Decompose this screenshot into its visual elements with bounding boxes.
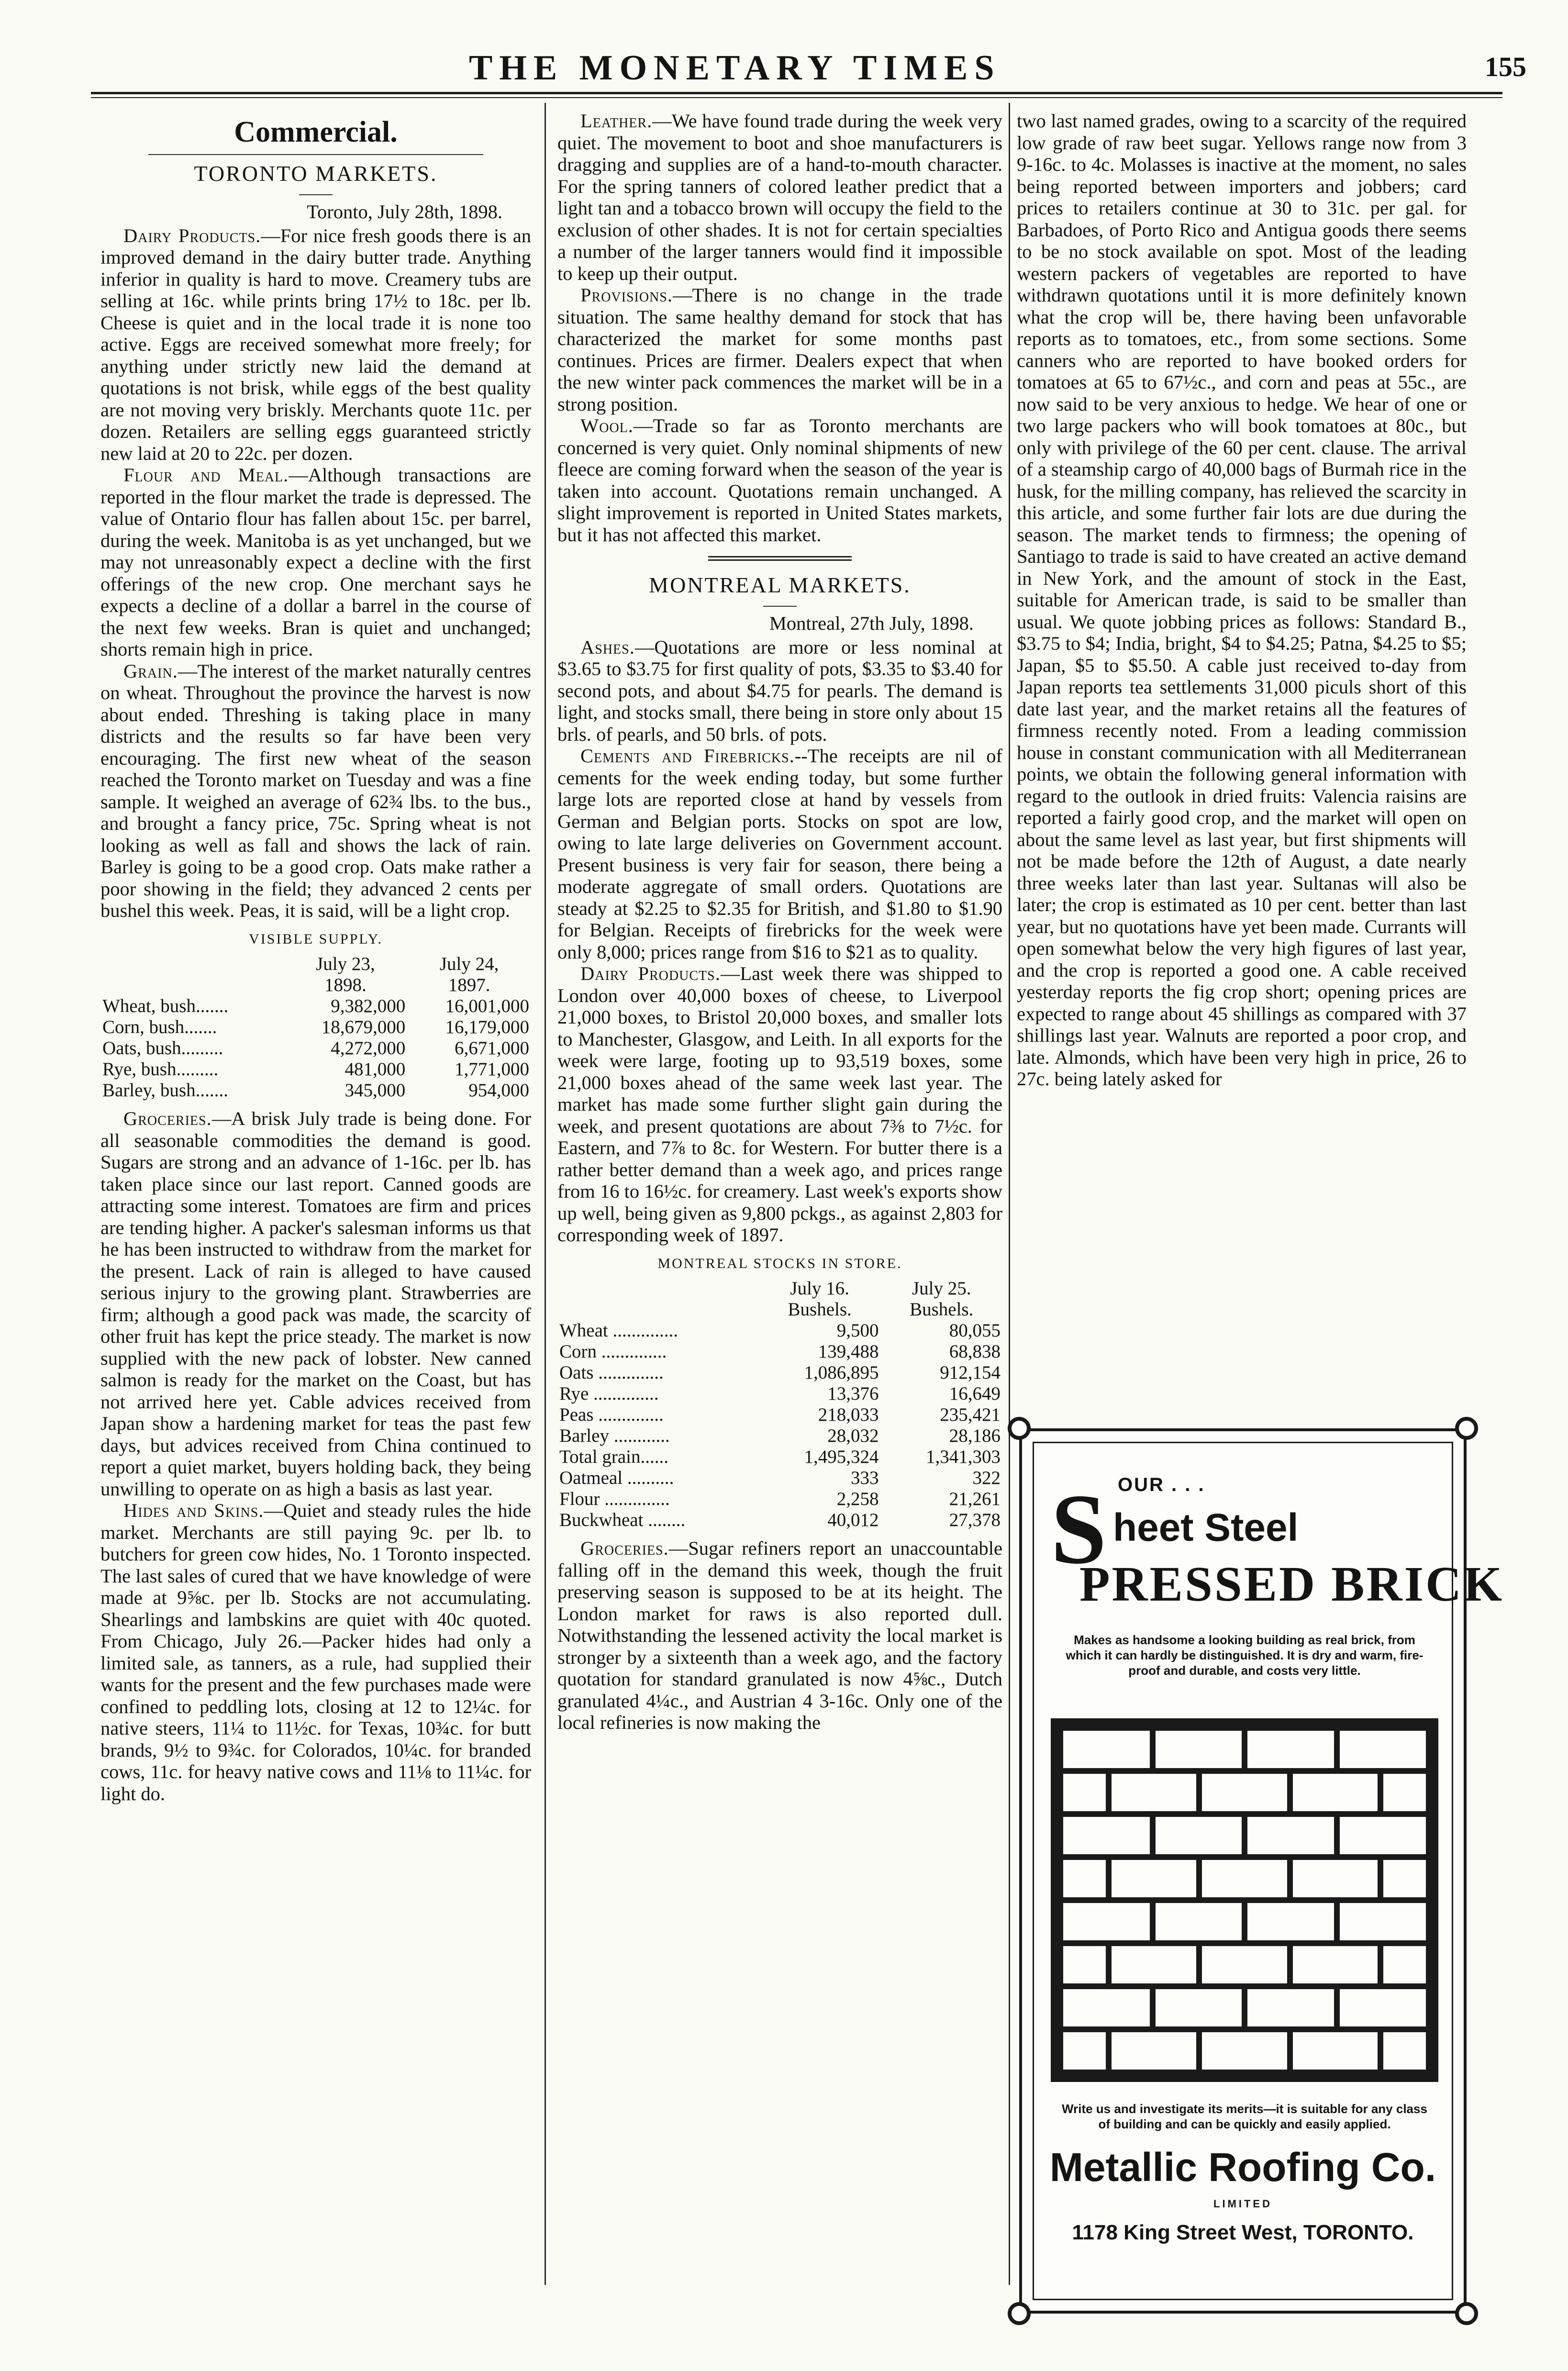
paragraph-body: —Quiet and steady rules the hide market. Merchants are still paying 9c. per lb. to butchers for green cow hides, No. 1 Toronto inspected. The last sales of cured that we have knowledge of were made at 9⅝c. per lb. Stocks are not accumulating. Shearlings and lambskins are quiet with 40c quoted. From Chicago, July 26.—Packer hides had only a limited sale, as tanners, as a rule, had supplied their wants for the present and the few purchases made were confined to peddling lots, closing at 12 to 12¼c. for native steers, 11¼ to 11½c. for Texas, 10¾c. for butt brands, 9½ to 9¾c. for Colorados, 10¼c. for branded cows, 11c. for heavy native cows and 11⅛ to 11¼c. for light do. [100,1500,531,1804]
table-cell: Corn, bush....... [102,1017,217,1037]
table-row [100,1080,531,1101]
table-cell: Rye .............. [559,1383,659,1404]
table-cell: 345,000 [345,1080,406,1101]
header-rule-thin [91,97,1502,98]
paragraph-head: Dairy Products. [580,963,721,984]
table-cell: 28,032 [827,1425,879,1446]
paragraph-head: Ashes. [580,636,635,658]
leather-paragraph [557,110,1002,284]
table-row [100,1038,531,1059]
visible-supply-title: VISIBLE SUPPLY. [249,931,383,947]
table-cell: Flour .............. [559,1489,670,1509]
table-cell: Oats .............. [559,1362,664,1383]
paragraph-body: —Although transactions are reported in the flour market the trade is depressed. The value of Ontario flour has fallen about 15c. per barrel, during the week. Manitoba is as yet unchanged, but we may not unreasonably expect a decline with the first offerings of the new crop. One merchant says he expects a decline of a dollar a barrel in the course of the next few weeks. Bran is quiet and unchanged; shorts remain high in price. [100,464,531,660]
paragraph-head: Groceries. [580,1537,669,1559]
table-cell: 68,838 [949,1341,1001,1362]
table-cell: Barley, bush....... [102,1080,228,1101]
ad-our: OUR . . . [1118,1474,1205,1495]
table-row [100,1059,531,1080]
section-separator [708,556,852,561]
table-cell: 2,258 [836,1489,879,1509]
ad-description: Makes as handsome a looking building as real brick, from which it can hardly be distinguished. It is dry and warm, fire-proof and durable, and costs very little. [1066,1633,1423,1678]
ad-headline-initial: S [1051,1474,1107,1585]
table-cell: 21,261 [949,1489,1001,1509]
table-cell: 4,272,000 [331,1038,406,1058]
dateline-rule [299,194,333,195]
column-2 [557,110,1002,2282]
ad-company-limited: LIMITED [1213,2198,1272,2210]
montreal-dateline: Montreal, 27th July, 1898. [769,612,974,634]
table-cell: 1,495,324 [804,1447,879,1467]
ashes-paragraph [557,636,1002,746]
table-cell: 16,179,000 [445,1017,529,1037]
montreal-stocks-title: MONTREAL STOCKS IN STORE. [657,1255,902,1271]
paragraph-head: Groceries. [123,1108,212,1129]
corner-ornament-icon [1008,2302,1031,2325]
paragraph-head: Provisions. [580,284,673,306]
table-header: July 16. [790,1278,849,1299]
toronto-markets-title: TORONTO MARKETS. [194,161,438,186]
ad-call-to-action: Write us and investigate its merits—it is suitable for any class of building and can be quickly and easily applied. [1062,2102,1427,2131]
section-title: Commercial. [234,116,398,148]
table-cell: 80,055 [949,1320,1001,1341]
paragraph-head: Dairy Products. [123,224,261,246]
table-header [557,1278,759,1299]
cements-paragraph [557,745,1002,963]
table-cell: Barley ............ [559,1425,670,1446]
table-row [100,1017,531,1038]
column-divider-1 [545,103,546,2285]
paragraph-body: —Last week there was shipped to London over 40,000 boxes of cheese, to Liverpool 21,000 boxes, to Bristol 20,000 boxes, and smaller lots to Manchester, Glasgow, and Leith. In all exports for the week were large, footing up to 93,519 boxes, some 21,000 boxes ahead of the same week last year. The market has made some further slight gain during the week, and present quotations are about 7⅜ to 7½c. for Eastern, and 7⅞ to 8c. for Western. For butter there is a rather better demand than a week ago, and prices range from 16 to 16½c. for creamery. Last week's exports show up well, being given as 9,800 pckgs., as against 2,803 for corresponding week of 1897. [557,963,1002,1246]
table-cell: 13,376 [827,1383,879,1404]
table-header: 1898. [324,975,367,995]
grain-paragraph [100,660,531,922]
table-cell: 1,341,303 [926,1447,1001,1467]
paragraph-body: —A brisk July trade is being done. For all seasonable commodities the demand is good. Sugars are strong and an advance of 1-16c. per lb. has taken place since our last report. Canned goods are attracting some interest. Tomatoes are firm and prices are tending higher. A packer's salesman informs us that he has been instructed to withdraw from the market for the present. Lack of rain is alleged to have caused serious injury to the growing plant. Strawberries are firm; although a good pack was made, the scarcity of other fruit has kept the price steady. The market is now supplied with the new pack of lobster. New canned salmon is ready for the market on the Coast, but has not arrived here yet. Cable advices received from Japan show a hardening market for teas the past few days, but advices received from China continued to report a quiet market, buyers holding back, they being unwilling to operate on as high a basis as last year. [100,1108,531,1500]
paragraph-head: Wool. [580,415,634,436]
table-header: Bushels. [910,1299,974,1320]
table-cell: 218,033 [818,1404,879,1425]
paragraph-head: Flour and Meal. [123,464,289,486]
table-cell: 322 [972,1468,1001,1488]
wool-paragraph [557,415,1002,545]
metallic-roofing-advertisement [1019,1428,1504,2314]
corner-ornament-icon [1455,2302,1478,2325]
table-row [557,1447,1002,1468]
ad-company-address: 1178 King Street West, TORONTO. [1072,2221,1414,2244]
groceries-paragraph [557,1537,1002,1734]
paragraph-body: —There is no change in the trade situation. The same healthy demand for stock that has characterized the market for some months past continues. Prices are firmer. Dealers expect that when the new winter pack commences the market will be in a strong position. [557,284,1002,415]
table-cell: Wheat, bush....... [102,996,229,1016]
table-cell: 9,500 [836,1320,879,1341]
table-header [100,954,283,975]
table-cell: 28,186 [949,1425,1001,1446]
paragraph-body: —The interest of the market naturally centres on wheat. Throughout the province the harvest is now about ended. Threshing is taking place in many districts and the results so far have been very encouraging. The first new wheat of the season reached the Toronto market on Tuesday and was a fine sample. It weighed an average of 62¾ lbs. to the bus., and brought a fancy price, 75c. Spring wheat is not looking as well as fall and shows the lack of rain. Barley is going to be a good crop. Oats make rather a poor showing in the field; they advanced 2 cents per bushel this week. Peas, it is said, will be a light crop. [100,660,531,921]
montreal-stocks-table [557,1278,1002,1531]
table-cell: 16,649 [949,1383,1001,1404]
table-row [557,1510,1002,1531]
table-cell: 333 [850,1468,879,1488]
table-cell: Oats, bush......... [102,1038,223,1058]
table-header: Bushels. [788,1299,852,1320]
groceries-continued-paragraph: two last named grades, owing to a scarcity of the required low grade of raw beet sugar. Yellows range now from 3 9-16c. to 4c. Molasses is inactive at the moment, no sales being reported between importers and jobbers; card prices to retailers continue at 30 to 31c. per gal. for Barbadoes, of Porto Rico and Antigua goods there seems to be no stock available on spot. Most of the leading western packers of vegetables are reported to have withdrawn quotations until it is more definitely known what the crop will be, there having been unfavorable reports as to tomatoes, etc., from some sections. Some canners who are reported to have booked orders for tomatoes at 65 to 67½c., and corn and peas at 55c., are now said to be very anxious to hedge. We hear of one or two large packers who will book tomatoes at 80c., but only with privilege of the 60 per cent. clause. The arrival of a steamship cargo of 40,000 bags of Burmah rice in the husk, for the milling company, has relieved the scarcity in this article, and some further fair lots are due during the season. The market tends to firmness; the opening of Santiago to trade is said to have created an active demand in New York, and the amount of stock in the East, suitable for American trade, is said to be smaller than usual. We quote jobbing prices as follows: Standard B., $3.75 to $4; India, bright, $4 to $4.25; Patna, $4.25 to $5; Japan, $5 to $5.50. A cable just received to-day from Japan reports tea settlements 31,000 piculs short of this date last year, and the market retains all the features of firmness recently noted. From a leading commission house in constant communication with all Mediterranean points, we obtain the following general information with regard to the outlook in dried fruits: Valencia raisins are reported a fairly good crop, and the market will open on about the same level as last year, but first shipments will not be made before the 12th of August, a date nearly three weeks later than last year. Sultanas will also be later; the crop is estimated as 10 per cent. better than last year, but no quotations have yet been made. Currants will open somewhat below the very high figures of last year, and the crop is reported a good one. A cable received yesterday reports the fig crop short; opening prices are expected to range about 45 shillings as compared with 37 shillings last year. Walnuts are reported a poor crop, and late. Almonds, which have been very high in price, 26 to 27c. being lately asked for [1017,110,1467,1090]
page-number: 155 [1485,51,1526,82]
table-header [100,975,283,996]
ad-headline-pressed-brick: PRESSED BRICK [1079,1557,1504,1612]
table-row [557,1341,1002,1362]
table-header: July 23, [316,954,375,974]
paragraph-head: Grain. [123,660,178,682]
table-row [557,1425,1002,1447]
table-cell: Corn .............. [559,1341,667,1362]
table-cell: 139,488 [818,1341,879,1362]
table-cell: Oatmeal .......... [559,1468,674,1488]
column-1 [100,110,531,2282]
table-cell: Peas .............. [559,1404,664,1425]
table-row [557,1362,1002,1383]
montreal-markets-title: MONTREAL MARKETS. [649,573,911,597]
paragraph-head: Hides and Skins. [123,1500,264,1521]
table-header: 1897. [448,975,490,995]
paragraph-body: —Quotations are more or less nominal at $3.65 to $3.75 for first quality of pots, $3.35 to $3.40 for second pots, and about $4.75 for pearls. The demand is light, and stocks small, there being in store only about 15 brls. of pearls, and 50 brls. of pots. [557,636,1002,745]
paragraph-body: --The receipts are nil of cements for the week ending today, but some further large lots are reported close at hand by vessels from German and Belgian ports. Stocks on spot are low, owing to late large deliveries on Government account. Present business is very fair for season, there being a moderate aggregate of small orders. Quotations are steady at $2.25 to $2.35 for British, and $1.80 to $1.90 for Belgian. Receipts of firebricks for the week were only 8,000; prices range from $16 to $21 as to quality. [557,745,1002,963]
table-header [557,1299,759,1320]
table-cell: 1,086,895 [804,1362,879,1383]
table-row [557,1468,1002,1489]
table-cell: 235,421 [940,1404,1001,1425]
table-cell: 9,382,000 [331,996,406,1016]
column-divider-2 [1009,103,1010,2285]
corner-ornament-icon [1455,1417,1478,1440]
corner-ornament-icon [1008,1417,1031,1440]
section-rule [148,154,483,155]
dateline-rule [763,606,797,607]
table-cell: 40,012 [827,1510,879,1530]
column-3 [1017,110,1467,1407]
paragraph-body: —We have found trade during the week very quiet. The movement to boot and shoe manufacturers is dragging and supplies are of a hand-to-mouth character. For the spring tanners of colored leather predict that a light tan and a tobacco brown will occupy the field to the exclusion of other shades. It is not for certain specialties a number of the larger tanners would find it impossible to keep up their output. [557,110,1002,284]
table-cell: Total grain...... [559,1447,668,1467]
hides-paragraph [100,1500,531,1804]
groceries-paragraph [100,1108,531,1500]
table-cell: 16,001,000 [445,996,529,1016]
paragraph-body: —Trade so far as Toronto merchants are concerned is very quiet. Only nominal shipments of new fleece are coming forward when the season of the year is taken into account. Quotations remain unchanged. A slight improvement is reported in United States markets, but it has not affected this market. [557,415,1002,545]
table-header: July 24, [439,954,499,974]
paragraph-body: —For nice fresh goods there is an improved demand in the dairy butter trade. Anything inferior in quality is hard to move. Creamery tubs are selling at 16c. while prints bring 17½ to 18c. per lb. Cheese is quiet and in the local trade it is none too active. Eggs are received somewhat more freely; for anything under strictly new laid the demand at quotations is not brisk, while eggs of the best quality are not moving very briskly. Merchants quote 11c. per dozen. Retailers are selling eggs guaranteed strictly new laid at 20 to 22c. per dozen. [100,224,531,464]
table-cell: Wheat .............. [559,1320,678,1341]
paragraph-head: Cements and Firebricks. [580,745,795,767]
table-cell: Buckwheat ........ [559,1510,686,1530]
ad-headline-sheet-steel: heet Steel [1113,1506,1299,1549]
table-cell: 912,154 [940,1362,1001,1383]
paragraph-body: —Sugar refiners report an unaccountable falling off in the demand this week, though the fruit preserving season is supposed to be at its height. The London market for raws is also reported dull. Notwithstanding the lessened activity the local market is stronger by a sixteenth than a week ago, and the factory quotation for standard granulated is now 4⅝c., Dutch granulated 4¼c., and Austrian 4 3-16c. Only one of the local refineries is now making the [557,1537,1002,1733]
table-cell: 954,000 [468,1080,529,1101]
table-row [557,1404,1002,1425]
dairy-paragraph [557,963,1002,1246]
provisions-paragraph [557,284,1002,415]
header-rule [91,92,1502,94]
table-cell: 481,000 [345,1059,406,1080]
brick-pattern-illustration [1051,1718,1438,2082]
paragraph-head: Leather. [580,110,653,132]
table-cell: 6,671,000 [455,1038,529,1058]
publication-title: THE MONETARY TIMES [469,48,1001,88]
ad-company-name: Metallic Roofing Co. [1049,2145,1436,2190]
table-cell: 1,771,000 [455,1059,529,1080]
flour-paragraph [100,464,531,660]
table-row [100,996,531,1017]
table-cell: 18,679,000 [321,1017,406,1037]
table-row [557,1383,1002,1404]
table-row [557,1320,1002,1341]
table-header: July 25. [912,1278,971,1299]
table-cell: 27,378 [949,1510,1001,1530]
dairy-paragraph [100,225,531,465]
table-cell: Rye, bush......... [102,1059,219,1080]
visible-supply-table [100,954,531,1101]
toronto-dateline: Toronto, July 28th, 1898. [307,201,502,223]
masthead [91,48,1526,86]
table-row [557,1489,1002,1510]
